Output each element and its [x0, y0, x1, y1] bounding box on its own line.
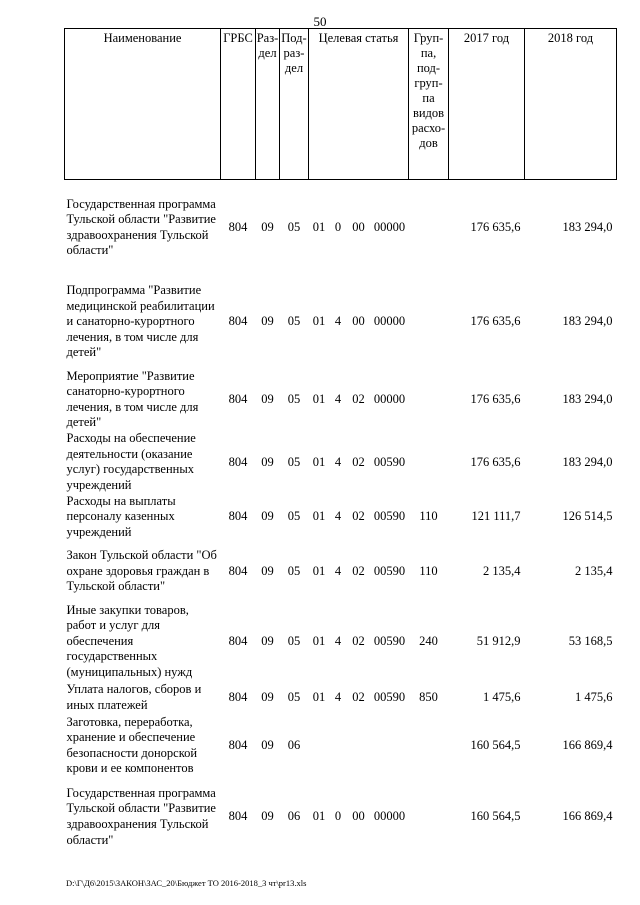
row-target-program: 01 — [312, 509, 326, 524]
row-podrazdel: 05 — [287, 509, 301, 524]
table-row — [65, 180, 617, 276]
row-grbs: 804 — [228, 391, 248, 406]
row-target-direction: 00000 — [373, 391, 406, 406]
row-expense-group: 240 — [419, 633, 438, 648]
table-body — [65, 180, 617, 858]
header-razdel: Раз-дел — [256, 29, 280, 180]
row-target-subprogram: 4 — [334, 391, 342, 406]
row-podrazdel: 05 — [287, 633, 301, 648]
row-target-program: 01 — [312, 633, 326, 648]
row-name: Заготовка, переработка, хранение и обеспечение безопасности донорской крови и ее компонентов — [66, 714, 198, 776]
row-amount-2018: 1 475,6 — [575, 689, 613, 704]
row-target-direction: 00000 — [373, 219, 406, 234]
row-razdel: 09 — [261, 314, 274, 329]
row-name: Расходы на обеспечение деятельности (оказание услуг) государственных учреждений — [66, 431, 196, 492]
header-podrazdel: Под-раз-дел — [280, 29, 309, 180]
row-target-event: 02 — [352, 391, 365, 406]
row-target-subprogram: 4 — [334, 633, 342, 648]
table-row — [65, 494, 617, 541]
row-name: Подпрограмма "Развитие медицинской реабилитации и санаторно-курортного лечения, в том числе для детей" — [66, 283, 215, 360]
row-grbs: 804 — [228, 509, 248, 524]
table-row — [65, 715, 617, 777]
row-grbs: 804 — [228, 633, 248, 648]
row-grbs: 804 — [228, 314, 248, 329]
header-2017: 2017 год — [449, 29, 525, 180]
row-razdel: 09 — [261, 738, 274, 753]
row-target-program: 01 — [312, 391, 326, 406]
row-target-subprogram: 4 — [334, 509, 342, 524]
row-expense-group — [409, 180, 449, 276]
row-amount-2017: 176 635,6 — [470, 454, 521, 469]
row-amount-2017: 176 635,6 — [470, 314, 521, 329]
row-amount-2017: 51 912,9 — [476, 633, 521, 648]
row-podrazdel: 05 — [287, 314, 301, 329]
budget-table — [64, 28, 617, 857]
row-target-event: 02 — [352, 509, 365, 524]
row-target-subprogram: 4 — [334, 314, 342, 329]
row-grbs: 804 — [228, 219, 248, 234]
row-expense-group — [409, 715, 449, 777]
row-name: Государственная программа Тульской области "Развитие здравоохранения Тульской области" — [66, 196, 216, 258]
row-target-event: 02 — [352, 454, 365, 469]
row-podrazdel: 05 — [287, 454, 301, 469]
row-expense-group: 110 — [419, 563, 438, 578]
row-target-event: 02 — [352, 689, 365, 704]
row-target-direction: 00000 — [373, 314, 406, 329]
row-amount-2018: 166 869,4 — [562, 738, 613, 753]
table-row — [65, 431, 617, 494]
table-row — [65, 276, 617, 369]
row-name: Государственная программа Тульской области "Развитие здравоохранения Тульской области" — [66, 785, 216, 847]
row-target-subprogram: 0 — [334, 809, 342, 824]
row-razdel: 09 — [261, 809, 274, 824]
row-amount-2018: 2 135,4 — [575, 563, 613, 578]
page-number: 50 — [313, 14, 327, 29]
row-target-direction: 00590 — [373, 454, 406, 469]
row-amount-2017: 160 564,5 — [470, 738, 521, 753]
row-podrazdel: 06 — [287, 809, 301, 824]
table-row — [65, 603, 617, 681]
row-name: Расходы на выплаты персоналу казенных учреждений — [66, 493, 176, 540]
row-razdel: 09 — [261, 689, 274, 704]
row-razdel: 09 — [261, 219, 274, 234]
header-expense-group: Груп-па, под-груп-па видов расхо-дов — [409, 29, 449, 180]
row-target-direction: 00000 — [373, 809, 406, 824]
row-amount-2018: 53 168,5 — [568, 633, 613, 648]
row-name: Уплата налогов, сборов и иных платежей — [66, 682, 202, 712]
row-amount-2017: 176 635,6 — [470, 219, 521, 234]
row-target-program — [309, 715, 330, 777]
table-row — [65, 541, 617, 603]
table-header-row — [65, 29, 617, 180]
row-target-program: 01 — [312, 809, 326, 824]
row-amount-2018: 183 294,0 — [562, 454, 613, 469]
table-row — [65, 369, 617, 431]
row-target-subprogram: 0 — [334, 219, 342, 234]
row-target-program: 01 — [312, 689, 326, 704]
header-target-item: Целевая статья — [309, 29, 409, 180]
row-target-event — [347, 715, 371, 777]
row-amount-2018: 166 869,4 — [562, 809, 613, 824]
row-target-program: 01 — [312, 563, 326, 578]
header-grbs: ГРБС — [221, 29, 256, 180]
row-razdel: 09 — [261, 563, 274, 578]
row-podrazdel: 05 — [287, 391, 301, 406]
row-podrazdel: 05 — [287, 689, 301, 704]
header-2018: 2018 год — [525, 29, 617, 180]
row-target-subprogram: 4 — [334, 563, 342, 578]
row-podrazdel: 05 — [287, 563, 301, 578]
file-path-footer: D:\Г\Д6\2015\ЗАКОН\ЗАС_20\Бюджет ТО 2016-2018_3 чт\pr13.xls — [66, 878, 307, 888]
row-podrazdel: 06 — [287, 738, 301, 753]
row-razdel: 09 — [261, 509, 274, 524]
row-target-direction — [371, 715, 409, 777]
row-target-direction: 00590 — [373, 509, 406, 524]
row-target-event: 02 — [352, 563, 365, 578]
row-razdel: 09 — [261, 454, 274, 469]
table-row — [65, 681, 617, 715]
row-target-event: 00 — [352, 809, 365, 824]
row-expense-group: 110 — [419, 509, 438, 524]
row-expense-group: 850 — [419, 689, 438, 704]
row-grbs: 804 — [228, 809, 248, 824]
row-grbs: 804 — [228, 563, 248, 578]
row-name: Закон Тульской области "Об охране здоровья граждан в Тульской области" — [66, 548, 217, 594]
row-amount-2017: 2 135,4 — [483, 563, 521, 578]
row-target-program: 01 — [312, 454, 326, 469]
row-name: Иные закупки товаров, работ и услуг для обеспечения государственных (муниципальных) нужд — [66, 602, 193, 680]
table-row — [65, 777, 617, 857]
row-target-subprogram: 4 — [334, 454, 342, 469]
row-amount-2017: 160 564,5 — [470, 809, 521, 824]
row-target-program: 01 — [312, 314, 326, 329]
row-expense-group — [409, 777, 449, 857]
row-razdel: 09 — [261, 633, 274, 648]
row-amount-2017: 121 111,7 — [471, 509, 521, 524]
row-amount-2018: 183 294,0 — [562, 314, 613, 329]
row-target-direction: 00590 — [373, 689, 406, 704]
row-target-subprogram — [330, 715, 347, 777]
row-amount-2018: 183 294,0 — [562, 391, 613, 406]
row-target-program: 01 — [312, 219, 326, 234]
row-grbs: 804 — [228, 454, 248, 469]
row-target-direction: 00590 — [373, 563, 406, 578]
row-target-subprogram: 4 — [334, 689, 342, 704]
row-name: Мероприятие "Развитие санаторно-курортного лечения, в том числе для детей" — [66, 368, 199, 430]
row-grbs: 804 — [228, 689, 248, 704]
row-razdel: 09 — [261, 391, 274, 406]
row-target-event: 00 — [352, 314, 365, 329]
row-grbs: 804 — [228, 738, 248, 753]
header-name: Наименование — [65, 29, 221, 180]
row-target-event: 02 — [352, 633, 365, 648]
row-amount-2017: 176 635,6 — [470, 391, 521, 406]
row-expense-group — [409, 431, 449, 494]
row-target-event: 00 — [352, 219, 365, 234]
row-podrazdel: 05 — [287, 219, 301, 234]
row-amount-2017: 1 475,6 — [483, 689, 521, 704]
row-expense-group — [409, 369, 449, 431]
row-amount-2018: 126 514,5 — [562, 509, 613, 524]
row-target-direction: 00590 — [373, 633, 406, 648]
row-expense-group — [409, 276, 449, 369]
row-amount-2018: 183 294,0 — [562, 219, 613, 234]
